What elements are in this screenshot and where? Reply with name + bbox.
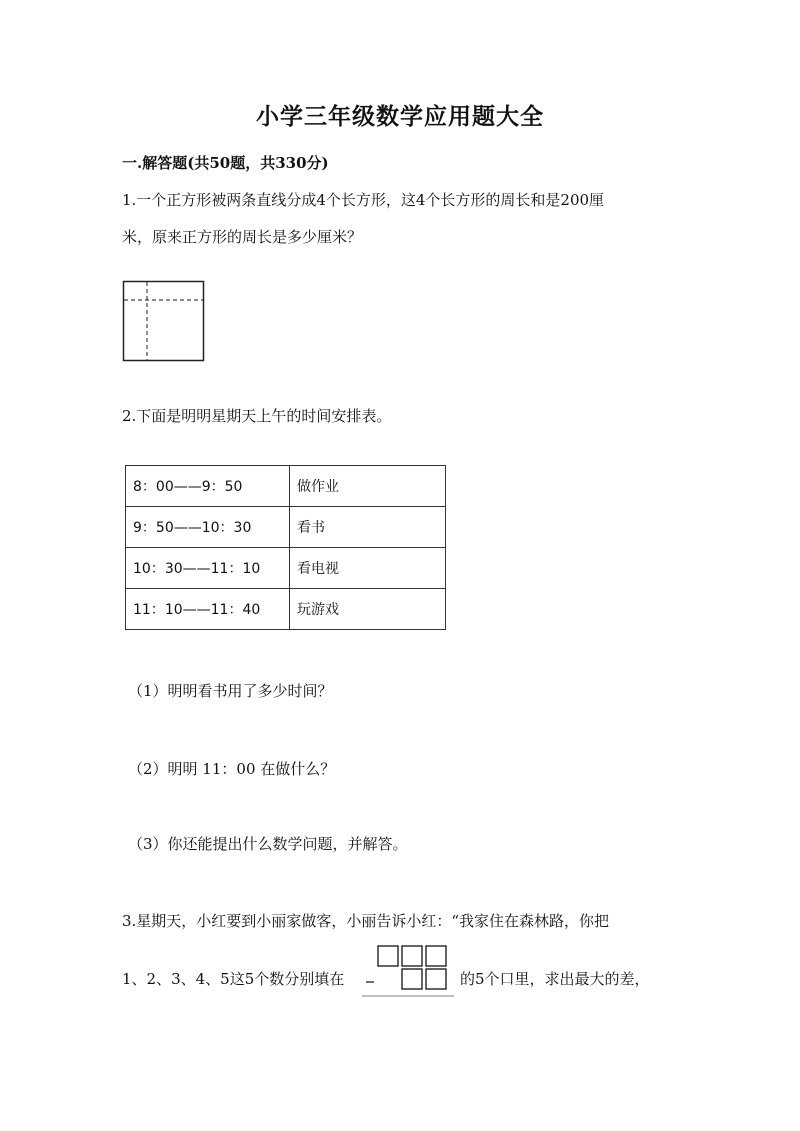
q3-text-line2-before: 1、2、3、4、5这5个数分别填在 [122,970,345,988]
q3-text-line1: 3.星期天，小红要到小丽家做客，小丽告诉小红：“我家住在森林路，你把 [122,912,609,930]
q2-intro: 2.下面是明明星期天上午的时间安排表。 [122,407,392,425]
activity-cell: 看电视 [290,548,446,589]
section-heading: 一.解答题(共50题，共330分) [122,154,329,172]
schedule-table [125,465,446,630]
activity-cell: 看书 [290,507,446,548]
q3-text-line2-after: 的5个口里，求出最大的差， [460,970,650,988]
activity-cell: 玩游戏 [290,589,446,630]
time-cell: 8：00——9：50 [126,466,290,507]
table-row [126,548,446,589]
q1-text-line1: 1.一个正方形被两条直线分成4个长方形，这4个长方形的周长和是200厘 [122,191,605,209]
table-row [126,466,446,507]
time-cell: 10：30——11：10 [126,548,290,589]
time-cell: 9：50——10：30 [126,507,290,548]
q1-text-line2: 米，原来正方形的周长是多少厘米？ [122,228,363,246]
digit-box [402,969,422,989]
table-row [126,589,446,630]
q2-sub3: （3）你还能提出什么数学问题，并解答。 [128,835,408,853]
q2-sub1: （1）明明看书用了多少时间？ [128,682,333,700]
activity-cell: 做作业 [290,466,446,507]
digit-box [378,946,398,966]
digit-box [402,946,422,966]
time-cell: 11：10——11：40 [126,589,290,630]
subtraction-box-diagram [360,944,456,1002]
page-title: 小学三年级数学应用题大全 [256,103,544,130]
square-outline [124,282,204,361]
square-diagram [122,280,206,362]
digit-box [426,946,446,966]
q2-sub2: （2）明明 11：00 在做什么？ [128,760,336,778]
digit-box [426,969,446,989]
table-row [126,507,446,548]
